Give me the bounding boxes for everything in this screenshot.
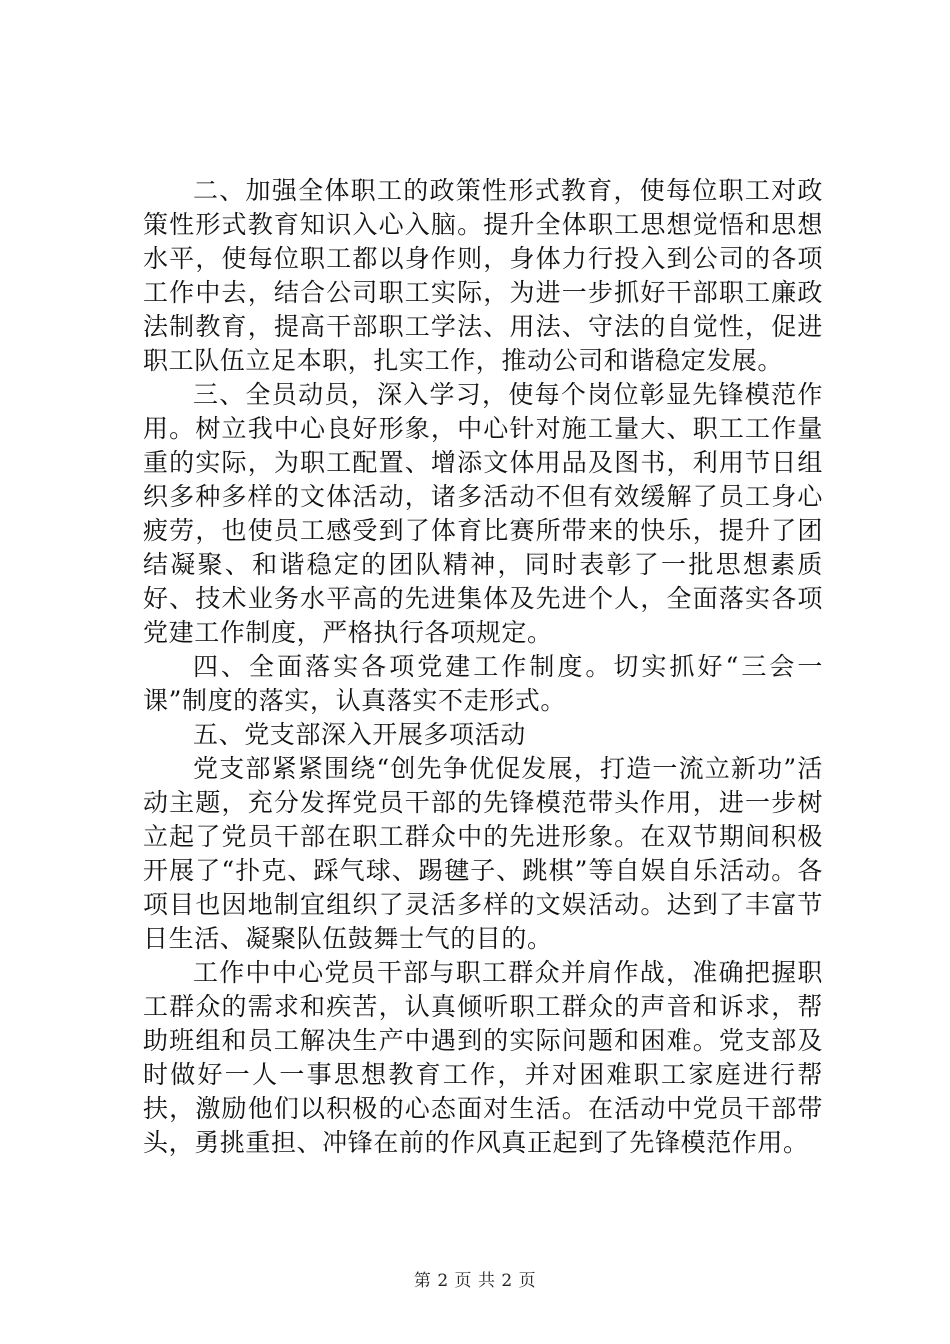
page-number-footer: 第 2 页 共 2 页 <box>413 1271 537 1291</box>
paragraph-heading-activities: 五、党支部深入开展多项活动 <box>193 720 526 749</box>
paragraph-all-staff-mobilization: 三、全员动员，深入学习，使每个岗位彰显先锋模范作用。树立我中心良好形象，中心针对施工量大、职工工作量重的实际，为职工配置、增添文体用品及图书，利用节日组织多种多样的文体活动，诸多活动不但有效缓解了员工身心疲劳，也使员工感受到了体育比赛所带来的快乐，提升了团结凝聚、和谐稳定的团队精神，同时表彰了一批思想素质好、技术业务水平高的先进集体及先进个人，全面落实各项党建工作制度，严格执行各项规定。 <box>143 380 823 647</box>
paragraph-branch-activities: 党支部紧紧围绕“创先争优促发展，打造一流立新功”活动主题，充分发挥党员干部的先锋模范带头作用，进一步树立起了党员干部在职工群众中的先进形象。在双节期间积极开展了“扑克、踩气球、踢毽子、跳棋”等自娱自乐活动。各项目也因地制宜组织了灵活多样的文娱活动。达到了丰富节日生活、凝聚队伍鼓舞士气的目的。 <box>143 754 823 953</box>
paragraph-work-with-staff: 工作中中心党员干部与职工群众并肩作战，准确把握职工群众的需求和疾苦，认真倾听职工群众的声音和诉求，帮助班组和员工解决生产中遇到的实际问题和困难。党支部及时做好一人一事思想教育工作，并对困难职工家庭进行帮扶，激励他们以积极的心态面对生活。在活动中党员干部带头，勇挑重担、冲锋在前的作风真正起到了先锋模范作用。 <box>143 958 823 1157</box>
paragraph-party-system: 四、全面落实各项党建工作制度。切实抓好“三会一课”制度的落实，认真落实不走形式。 <box>143 652 823 715</box>
paragraph-policy-education: 二、加强全体职工的政策性形式教育，使每位职工对政策性形式教育知识入心入脑。提升全体职工思想觉悟和思想水平，使每位职工都以身作则，身体力行投入到公司的各项工作中去，结合公司职工实际，为进一步抓好干部职工廉政法制教育，提高干部职工学法、用法、守法的自觉性，促进职工队伍立足本职，扎实工作，推动公司和谐稳定发展。 <box>143 176 823 375</box>
document-body <box>143 174 823 1160</box>
